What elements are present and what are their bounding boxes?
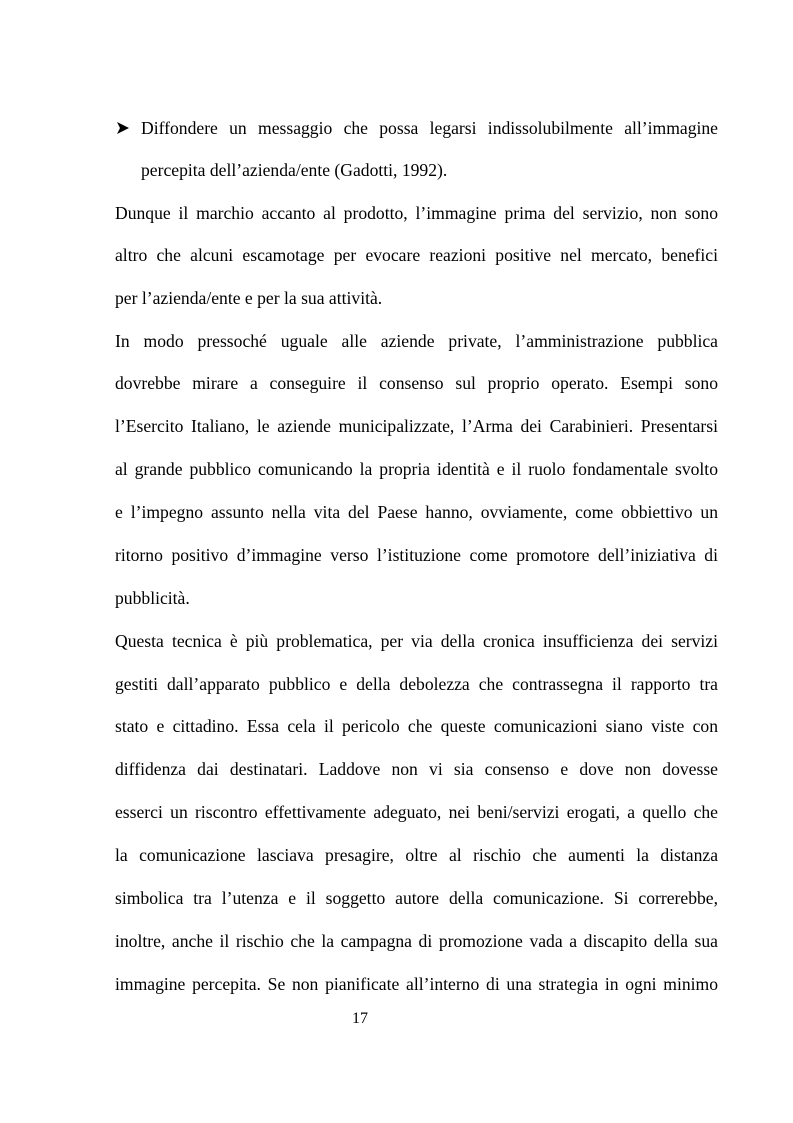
paragraph-line: immagine percepita. Se non pianificate all’interno di una strategia in ogni minimo — [115, 974, 718, 994]
paragraph-line: per l’azienda/ente e per la sua attività. — [115, 288, 383, 308]
paragraph-line: inoltre, anche il rischio che la campagna di promozione vada a discapito della sua — [115, 931, 718, 951]
paragraph-line: In modo pressoché uguale alle aziende private, l’amministrazione pubblica — [115, 331, 718, 351]
paragraph-line: gestiti dall’apparato pubblico e della debolezza che contrassegna il rapporto tra — [115, 674, 718, 694]
paragraph-line: diffidenza dai destinatari. Laddove non vi sia consenso e dove non dovesse — [115, 759, 718, 779]
arrowhead-bullet-icon — [115, 116, 131, 140]
paragraph-line: ritorno positivo d’immagine verso l’istituzione come promotore dell’iniziativa di — [115, 545, 718, 565]
paragraph-line: altro che alcuni escamotage per evocare reazioni positive nel mercato, benefici — [115, 245, 718, 265]
paragraph-line: e l’impegno assunto nella vita del Paese hanno, ovviamente, come obbiettivo un — [115, 502, 718, 522]
paragraph-line: dovrebbe mirare a conseguire il consenso sul proprio operato. Esempi sono — [115, 373, 718, 393]
paragraph-line: esserci un riscontro effettivamente adeguato, nei beni/servizi erogati, a quello che — [115, 802, 718, 822]
paragraph-line: la comunicazione lasciava presagire, oltre al rischio che aumenti la distanza — [115, 845, 718, 865]
paragraph-line: stato e cittadino. Essa cela il pericolo che queste comunicazioni siano viste con — [115, 716, 718, 736]
paragraph-line: al grande pubblico comunicando la propria identità e il ruolo fondamentale svolto — [115, 459, 718, 479]
paragraph-line: Questa tecnica è più problematica, per via della cronica insufficienza dei servizi — [115, 631, 718, 651]
paragraph-line: simbolica tra l’utenza e il soggetto autore della comunicazione. Si correrebbe, — [115, 888, 718, 908]
paragraph-line: Dunque il marchio accanto al prodotto, l’immagine prima del servizio, non sono — [115, 203, 718, 223]
page-number: 17 — [352, 1010, 368, 1027]
bullet-text-line: percepita dell’azienda/ente (Gadotti, 1992). — [141, 160, 448, 180]
bullet-text-line: Diffondere un messaggio che possa legarsi indissolubilmente all’immagine — [141, 118, 718, 138]
paragraph-line: l’Esercito Italiano, le aziende municipalizzate, l’Arma dei Carabinieri. Presentarsi — [115, 416, 718, 436]
paragraph-line: pubblicità. — [115, 588, 190, 608]
